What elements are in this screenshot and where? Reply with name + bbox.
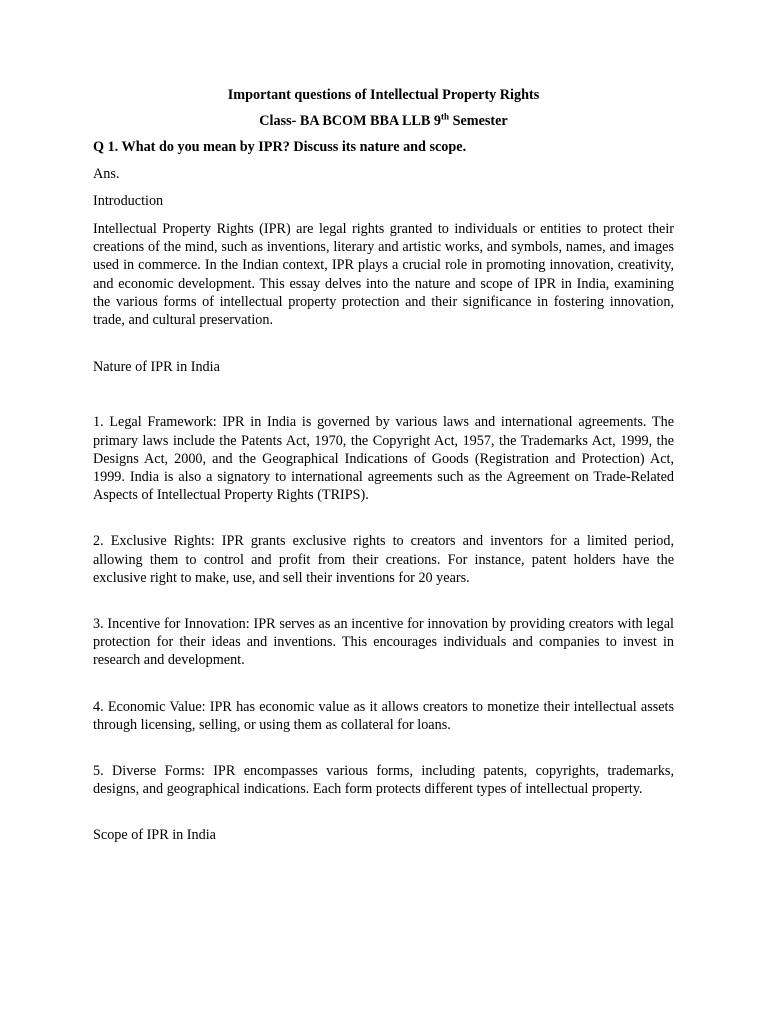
nature-point-2: 2. Exclusive Rights: IPR grants exclusive rights to creators and inventors for a limited period, allowing them to control and profit from their creations. For instance, patent holders have the exclusive right to make, use, and sell their inventions for 20 years. <box>93 533 674 586</box>
subtitle-prefix: Class- BA BCOM BBA LLB 9 <box>259 113 441 130</box>
scope-heading: Scope of IPR in India <box>93 827 216 844</box>
document-title: Important questions of Intellectual Property Rights <box>227 87 540 103</box>
subtitle-suffix: Semester <box>449 113 508 130</box>
nature-point-5: 5. Diverse Forms: IPR encompasses various forms, including patents, copyrights, trademarks, designs, and geographical indications. Each form protects different types of intellectual property. <box>93 763 674 798</box>
introduction-heading: Introduction <box>93 193 164 210</box>
answer-label: Ans. <box>93 165 120 182</box>
document-page <box>93 86 674 854</box>
introduction-paragraph: Intellectual Property Rights (IPR) are legal rights granted to individuals or entities to protect their creations of the mind, such as inventions, literary and artistic works, and symbols, names, and images used in commerce. In the Indian context, IPR plays a crucial role in promoting innovation, creativity, and economic development. This essay delves into the nature and scope of IPR in India, examining the various forms of intellectual property protection and their significance in fostering innovation, trade, and cultural preservation. <box>93 221 674 329</box>
nature-point-4: 4. Economic Value: IPR has economic value as it allows creators to monetize their intellectual assets through licensing, selling, or using them as collateral for loans. <box>93 698 674 733</box>
subtitle-superscript: th <box>441 111 450 122</box>
class-semester-line <box>93 112 674 130</box>
nature-point-3: 3. Incentive for Innovation: IPR serves as an incentive for innovation by providing creators with legal protection for their ideas and inventions. This encourages individuals and companies to invest in research and development. <box>93 616 674 669</box>
nature-heading: Nature of IPR in India <box>93 359 220 376</box>
nature-point-1: 1. Legal Framework: IPR in India is governed by various laws and international agreements. The primary laws include the Patents Act, 1970, the Copyright Act, 1957, the Trademarks Act, 1999, the Designs Act, 2000, and the Geographical Indications of Goods (Registration and Protection) Act, 1999. India is also a signatory to international agreements such as the Agreement on Trade-Related Aspects of Intellectual Property Rights (TRIPS). <box>93 414 674 504</box>
question-heading: Q 1. What do you mean by IPR? Discuss its nature and scope. <box>93 139 467 156</box>
